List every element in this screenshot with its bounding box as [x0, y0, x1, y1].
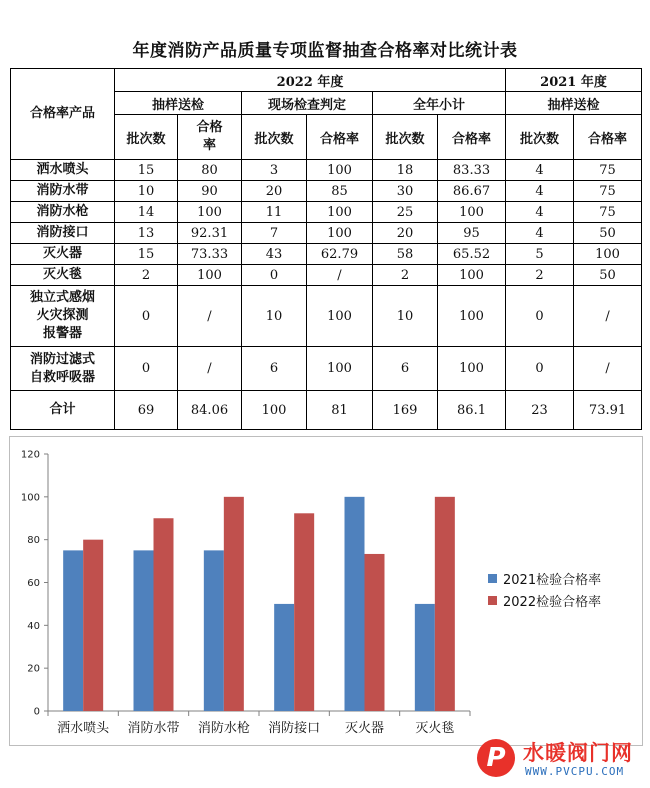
legend-item	[488, 589, 601, 611]
table-cell: 73.91	[574, 391, 642, 430]
table-cell: 75	[574, 160, 642, 181]
total-row	[11, 391, 642, 430]
table-cell: 0	[506, 286, 574, 347]
table-cell: 75	[574, 202, 642, 223]
table-cell: 169	[373, 391, 438, 430]
table-row	[11, 202, 642, 223]
table-cell: 0	[242, 265, 307, 286]
table-cell: 6	[242, 347, 307, 391]
bar-2022	[294, 513, 314, 711]
table-row	[11, 286, 642, 347]
table-cell: 62.79	[307, 244, 373, 265]
table-cell: 100	[178, 202, 242, 223]
sub-header: 合格率	[574, 115, 642, 160]
table-cell: 100	[307, 286, 373, 347]
table-cell: 50	[574, 265, 642, 286]
table-cell: 4	[506, 181, 574, 202]
x-tick-label: 消防水枪	[197, 721, 250, 736]
table-cell: /	[178, 347, 242, 391]
legend-label: 2022检验合格率	[503, 594, 602, 610]
x-tick-label: 灭火器	[344, 721, 385, 736]
table-cell: 85	[307, 181, 373, 202]
table-cell: 23	[506, 391, 574, 430]
corner-header: 合格率产品	[11, 69, 115, 160]
table-cell: 100	[438, 286, 506, 347]
table-row	[11, 160, 642, 181]
table-cell: 100	[438, 202, 506, 223]
table-cell: 0	[115, 347, 178, 391]
table-cell: /	[307, 265, 373, 286]
table-cell: 65.52	[438, 244, 506, 265]
table-cell: 2	[115, 265, 178, 286]
group-header: 现场检查判定	[242, 92, 373, 115]
table-cell: 0	[506, 347, 574, 391]
y-tick-label: 20	[27, 663, 40, 675]
row-label: 灭火器	[11, 244, 115, 265]
bar-2022	[83, 540, 103, 711]
table-cell: 4	[506, 223, 574, 244]
table-cell: 13	[115, 223, 178, 244]
stats-table	[10, 68, 642, 430]
table-cell: 4	[506, 202, 574, 223]
y-tick-label: 60	[27, 578, 40, 589]
row-label: 消防接口	[11, 223, 115, 244]
table-cell: 75	[574, 181, 642, 202]
table-cell: 6	[373, 347, 438, 391]
table-cell: 84.06	[178, 391, 242, 430]
table-cell: 15	[115, 244, 178, 265]
table-cell: 10	[373, 286, 438, 347]
table-cell: 2	[373, 265, 438, 286]
logo-icon: P	[477, 739, 515, 777]
bar-2022	[224, 497, 244, 711]
table-cell: 30	[373, 181, 438, 202]
table-cell: 100	[574, 244, 642, 265]
legend-label: 2021检验合格率	[503, 572, 602, 588]
row-label: 消防水枪	[11, 202, 115, 223]
y-tick-label: 0	[33, 706, 40, 718]
row-label: 洒水喷头	[11, 160, 115, 181]
table-cell: 92.31	[178, 223, 242, 244]
table-cell: 10	[115, 181, 178, 202]
table-cell: 58	[373, 244, 438, 265]
bar-2022	[154, 518, 174, 711]
table-row	[11, 347, 642, 391]
sub-header: 批次数	[373, 115, 438, 160]
table-cell: 10	[242, 286, 307, 347]
group-header: 抽样送检	[115, 92, 242, 115]
table-cell: 4	[506, 160, 574, 181]
x-tick-label: 消防接口	[268, 721, 321, 736]
table-cell: 86.1	[438, 391, 506, 430]
table-cell: 2	[506, 265, 574, 286]
sub-header: 批次数	[115, 115, 178, 160]
table-cell: 69	[115, 391, 178, 430]
group-header: 全年小计	[373, 92, 506, 115]
row-label: 消防水带	[11, 181, 115, 202]
table-cell: 83.33	[438, 160, 506, 181]
table-cell: 7	[242, 223, 307, 244]
legend-item	[488, 567, 601, 589]
table-cell: 100	[307, 202, 373, 223]
table-cell: 100	[307, 160, 373, 181]
table-cell: 90	[178, 181, 242, 202]
table-cell: 100	[438, 347, 506, 391]
y-tick-label: 120	[20, 449, 40, 461]
table-cell: /	[574, 347, 642, 391]
table-row	[11, 265, 642, 286]
watermark-name: 水暖阀门网	[523, 741, 633, 765]
page-title: 年度消防产品质量专项监督抽查合格率对比统计表	[132, 41, 518, 61]
bar-2021	[204, 550, 224, 711]
table-cell: 0	[115, 286, 178, 347]
legend-swatch	[488, 596, 497, 605]
table-row	[11, 223, 642, 244]
table-cell: /	[178, 286, 242, 347]
row-label: 独立式感烟 火灾探测 报警器	[11, 286, 115, 347]
sub-header: 合格率	[307, 115, 373, 160]
table-cell: 95	[438, 223, 506, 244]
table-cell: 5	[506, 244, 574, 265]
table-cell: 100	[307, 223, 373, 244]
y-tick-label: 100	[20, 492, 40, 504]
y-tick-label: 40	[27, 620, 40, 632]
year-2022-header: 2022 年度	[115, 69, 506, 92]
x-tick-label: 洒水喷头	[57, 721, 110, 736]
x-tick-label: 灭火毯	[415, 721, 455, 736]
row-label: 合计	[11, 391, 115, 430]
row-label: 灭火毯	[11, 265, 115, 286]
table-cell: 50	[574, 223, 642, 244]
sub-header: 合格 率	[178, 115, 242, 160]
watermark-url: WWW.PVCPU.COM	[525, 765, 625, 778]
watermark-logo	[473, 735, 645, 785]
bar-2022	[365, 554, 385, 711]
bar-2022	[435, 497, 455, 711]
row-label: 消防过滤式 自救呼吸器	[11, 347, 115, 391]
table-row	[11, 181, 642, 202]
table-cell: 43	[242, 244, 307, 265]
year-2021-header: 2021 年度	[506, 69, 642, 92]
bar-2021	[134, 550, 154, 711]
y-tick-label: 80	[27, 535, 40, 547]
x-tick-label: 消防水带	[127, 721, 180, 736]
bar-2021	[415, 604, 435, 711]
chart-container	[9, 436, 643, 746]
table-cell: 100	[242, 391, 307, 430]
table-cell: 100	[438, 265, 506, 286]
chart-legend	[488, 567, 601, 611]
table-row	[11, 244, 642, 265]
bar-2021	[63, 550, 83, 711]
table-cell: 25	[373, 202, 438, 223]
legend-swatch	[488, 574, 497, 583]
table-cell: 15	[115, 160, 178, 181]
table-cell: 73.33	[178, 244, 242, 265]
table-cell: 18	[373, 160, 438, 181]
table-cell: /	[574, 286, 642, 347]
group-header: 抽样送检	[506, 92, 642, 115]
bar-2021	[345, 497, 365, 711]
table-cell: 14	[115, 202, 178, 223]
table-cell: 3	[242, 160, 307, 181]
table-cell: 20	[373, 223, 438, 244]
table-cell: 81	[307, 391, 373, 430]
sub-header: 批次数	[506, 115, 574, 160]
table-cell: 86.67	[438, 181, 506, 202]
sub-header: 批次数	[242, 115, 307, 160]
table-cell: 100	[178, 265, 242, 286]
table-cell: 100	[307, 347, 373, 391]
bar-2021	[274, 604, 294, 711]
table-cell: 80	[178, 160, 242, 181]
sub-header: 合格率	[438, 115, 506, 160]
table-cell: 20	[242, 181, 307, 202]
table-cell: 11	[242, 202, 307, 223]
